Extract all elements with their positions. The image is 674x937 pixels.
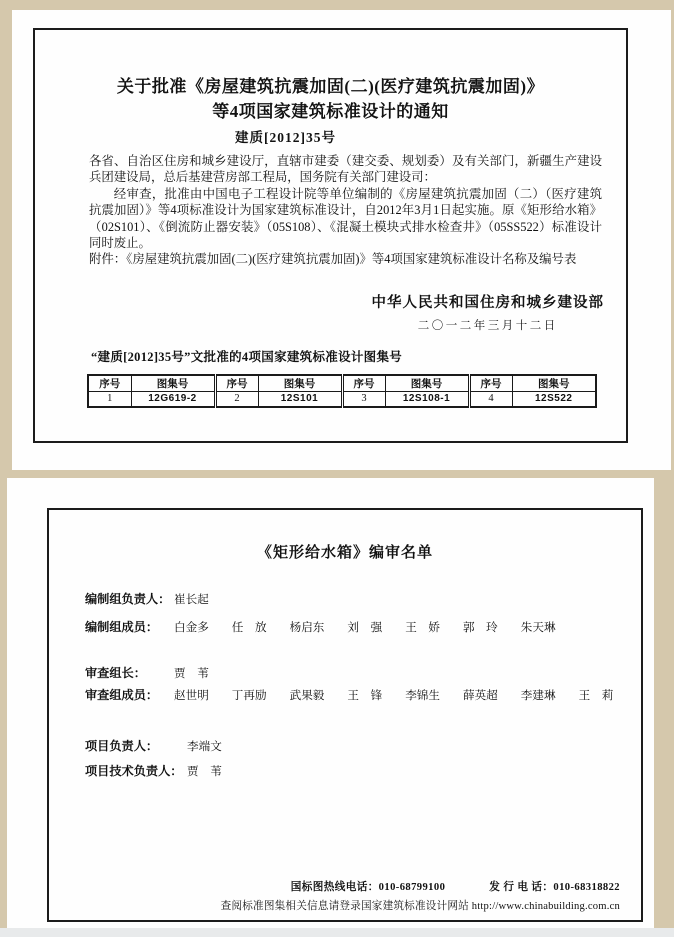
hotline-phone: 国标图热线电话：010-68799100 xyxy=(290,882,446,893)
person-name: 李建琳 xyxy=(520,689,556,702)
serial-cell: 序号 xyxy=(342,375,385,392)
roster-role-label: 审查组长： xyxy=(85,666,146,680)
roster-names xyxy=(174,591,209,607)
notice-page-border xyxy=(33,28,628,443)
person-name: 白金多 xyxy=(174,621,209,634)
serial-cell: 3 xyxy=(342,392,385,407)
issuing-authority: 中华人民共和国住房和城乡建设部 xyxy=(371,295,604,311)
person-name: 杨启东 xyxy=(289,621,325,634)
person-name: 王 锋 xyxy=(347,689,383,702)
person-name: 丁再励 xyxy=(231,689,267,702)
roster-row xyxy=(85,686,627,703)
serial-cell: 序号 xyxy=(215,375,258,392)
person-name: 赵世明 xyxy=(174,689,209,702)
atlas-code-cell: 12S522 xyxy=(512,392,596,407)
atlas-code-cell: 图集号 xyxy=(385,375,469,392)
serial-cell: 序号 xyxy=(469,375,512,392)
person-name: 刘 强 xyxy=(347,621,383,634)
person-name: 贾 苇 xyxy=(174,667,209,680)
sales-phone: 发 行 电 话：010-68318822 xyxy=(489,882,620,893)
person-name: 李端文 xyxy=(187,740,222,753)
atlas-code-cell: 图集号 xyxy=(258,375,342,392)
person-name: 武果毅 xyxy=(289,689,325,702)
roster-page xyxy=(7,478,654,930)
roster-row xyxy=(85,590,627,607)
footer-website-line: 查阅标准图集相关信息请登录国家建筑标准设计网站 http://www.chinabuilding.com.cn xyxy=(220,901,620,912)
publisher-footer xyxy=(221,879,620,913)
serial-cell: 4 xyxy=(469,392,512,407)
roster-role-label: 项目技术负责人： xyxy=(85,764,183,778)
atlas-code-cell: 12G619-2 xyxy=(131,392,215,407)
roster-row xyxy=(85,737,627,754)
atlas-number-table xyxy=(87,374,597,408)
serial-cell: 序号 xyxy=(88,375,131,392)
person-name: 郭 玲 xyxy=(462,621,498,634)
roster-names xyxy=(174,665,209,681)
roster-page-border xyxy=(47,508,643,922)
atlas-code-cell: 12S101 xyxy=(258,392,342,407)
atlas-code-cell: 12S108-1 xyxy=(385,392,469,407)
table-header-row xyxy=(88,375,596,392)
footer-phone-line xyxy=(221,879,620,894)
screenshot-bottom-strip xyxy=(0,928,674,937)
notice-paragraph: 经审查，批准由中国电子工程设计院等单位编制的《房屋建筑抗震加固（二）（医疗建筑抗震加固）》等4项标准设计为国家建筑标准设计，自2012年3月1日起实施。原《矩形给水箱》（02S101）、《倒流防止器安装》（05S108）、《混凝土模块式排水检查井》（05SS522）标准设计同时废止。 xyxy=(89,186,602,251)
person-name: 李锦生 xyxy=(405,689,440,702)
person-name: 任 放 xyxy=(231,621,267,634)
notice-title-line1: 关于批准《房屋建筑抗震加固(二)(医疗建筑抗震加固)》 xyxy=(116,77,545,96)
roster-title: 《矩形给水箱》编审名单 xyxy=(256,544,433,561)
person-name: 王 娇 xyxy=(405,621,440,634)
roster-names xyxy=(174,687,613,703)
roster-row xyxy=(85,664,627,681)
notice-body xyxy=(89,153,602,268)
atlas-table-caption: “建质[2012]35号”文批准的4项国家建筑标准设计图集号 xyxy=(91,350,403,364)
roster-role-label: 编制组负责人： xyxy=(85,592,171,606)
roster-names xyxy=(187,763,222,779)
notice-page xyxy=(12,10,671,470)
serial-cell: 1 xyxy=(88,392,131,407)
roster-names xyxy=(174,619,556,635)
notice-paragraph: 各省、自治区住房和城乡建设厅，直辖市建委（建交委、规划委）及有关部门，新疆生产建设兵团建设局，总后基建营房部工程局，国务院有关部门建设司： xyxy=(89,154,602,185)
person-name: 崔长起 xyxy=(174,593,209,606)
table-row xyxy=(88,392,596,407)
notice-title-line2: 等4项国家建筑标准设计的通知 xyxy=(212,102,449,121)
roster-row xyxy=(85,618,627,635)
roster-role-label: 编制组成员： xyxy=(85,620,159,634)
person-name: 朱天琳 xyxy=(520,621,556,634)
serial-cell: 2 xyxy=(215,392,258,407)
notice-paragraph: 附件：《房屋建筑抗震加固(二)(医疗建筑抗震加固)》等4项国家建筑标准设计名称及编号表 xyxy=(89,252,577,267)
roster-role-label: 项目负责人： xyxy=(85,739,159,753)
issue-date: 二〇一二年三月十二日 xyxy=(417,320,558,332)
document-number: 建质[2012]35号 xyxy=(235,130,336,145)
atlas-code-cell: 图集号 xyxy=(131,375,215,392)
atlas-code-cell: 图集号 xyxy=(512,375,596,392)
person-name: 贾 苇 xyxy=(187,765,222,778)
roster-names xyxy=(187,738,222,754)
signature-block xyxy=(372,291,605,333)
roster-role-label: 审查组成员： xyxy=(85,688,159,702)
person-name: 王 莉 xyxy=(578,689,614,702)
person-name: 薛英超 xyxy=(462,689,498,702)
roster-row xyxy=(85,762,627,779)
